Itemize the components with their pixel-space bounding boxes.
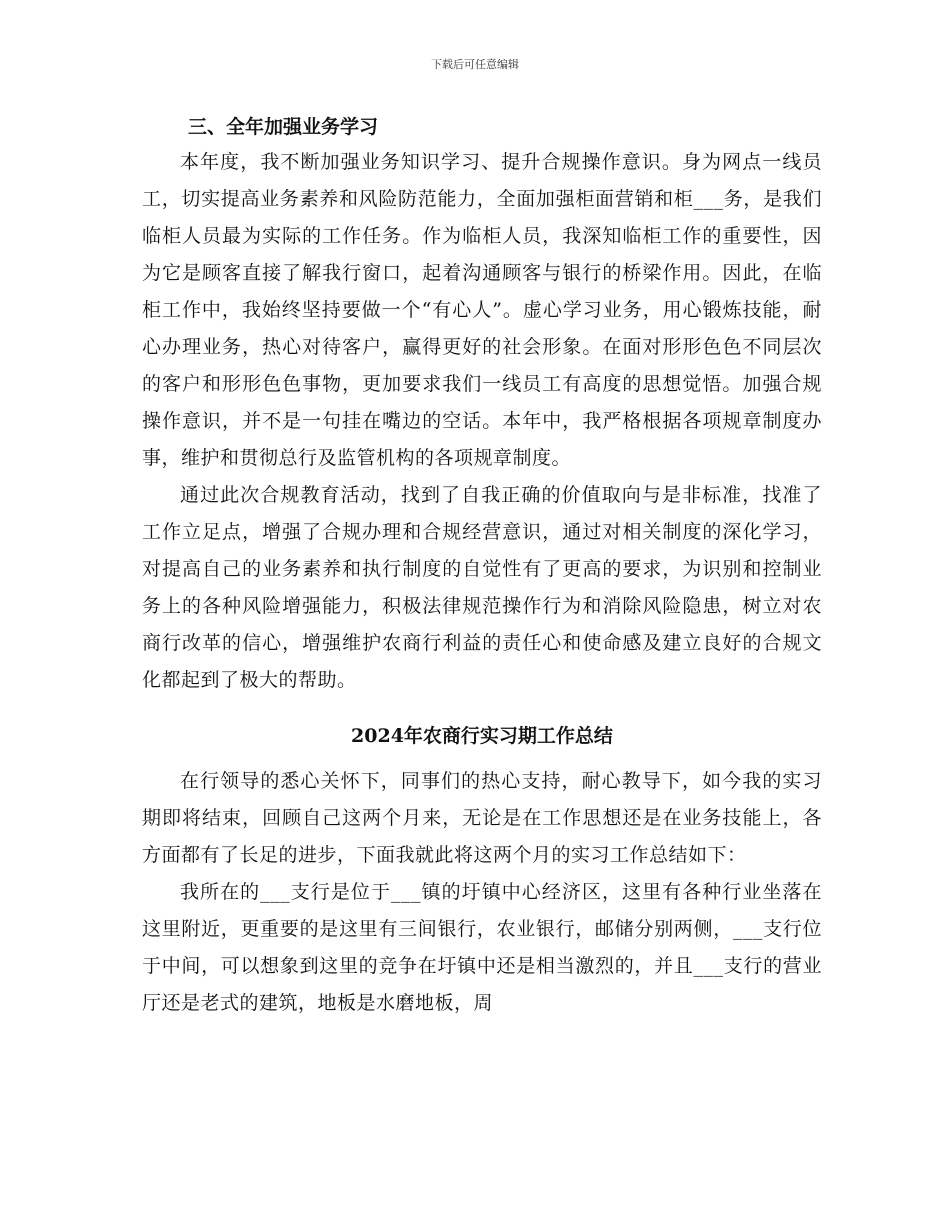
section-heading: 三、全年加强业务学习 (188, 116, 379, 138)
page-header: 下载后可任意编辑 (431, 58, 519, 71)
document-body (142, 110, 822, 1022)
paragraph: 我所在的___支行是位于___镇的圩镇中心经济区，这里有各种行业坐落在这里附近，更重要的是这里有三间银行，农业银行，邮储分别两侧，___支行位于中间，可以想象到这里的竞争在圩镇中还是相当激烈的，并且___支行的营业厅还是老式的建筑，地板是水磨地板，周 (142, 881, 822, 1014)
document-title: 2024年农商行实习期工作总结 (351, 725, 613, 747)
paragraph: 本年度，我不断加强业务知识学习、提升合规操作意识。身为网点一线员工，切实提高业务素养和风险防范能力，全面加强柜面营销和柜___务，是我们临柜人员最为实际的工作任务。作为临柜人员，我深知临柜工作的重要性，因为它是顾客直接了解我行窗口，起着沟通顾客与银行的桥梁作用。因此，在临柜工作中，我始终坚持要做一个“有心人”。虚心学习业务，用心锻炼技能，耐心办理业务，热心对待客户，赢得更好的社会形象。在面对形形色色不同层次的客户和形形色色事物，更加要求我们一线员工有高度的思想觉悟。加强合规操作意识，并不是一句挂在嘴边的空话。本年中，我严格根据各项规章制度办事，维护和贯彻总行及监管机构的各项规章制度。 (142, 151, 822, 469)
paragraph: 在行领导的悉心关怀下，同事们的热心支持，耐心教导下，如今我的实习期即将结束，回顾自己这两个月来，无论是在工作思想还是在业务技能上，各方面都有了长足的进步，下面我就此将这两个月的实习工作总结如下： (142, 770, 822, 866)
paragraph: 通过此次合规教育活动，找到了自我正确的价值取向与是非标准，找准了工作立足点，增强了合规办理和合规经营意识，通过对相关制度的深化学习，对提高自己的业务素养和执行制度的自觉性有了更高的要求，为识别和控制业务上的各种风险增强能力，积极法律规范操作行为和消除风险隐患，树立对农商行改革的信心，增强维护农商行利益的责任心和使命感及建立良好的合规文化都起到了极大的帮助。 (142, 484, 822, 691)
